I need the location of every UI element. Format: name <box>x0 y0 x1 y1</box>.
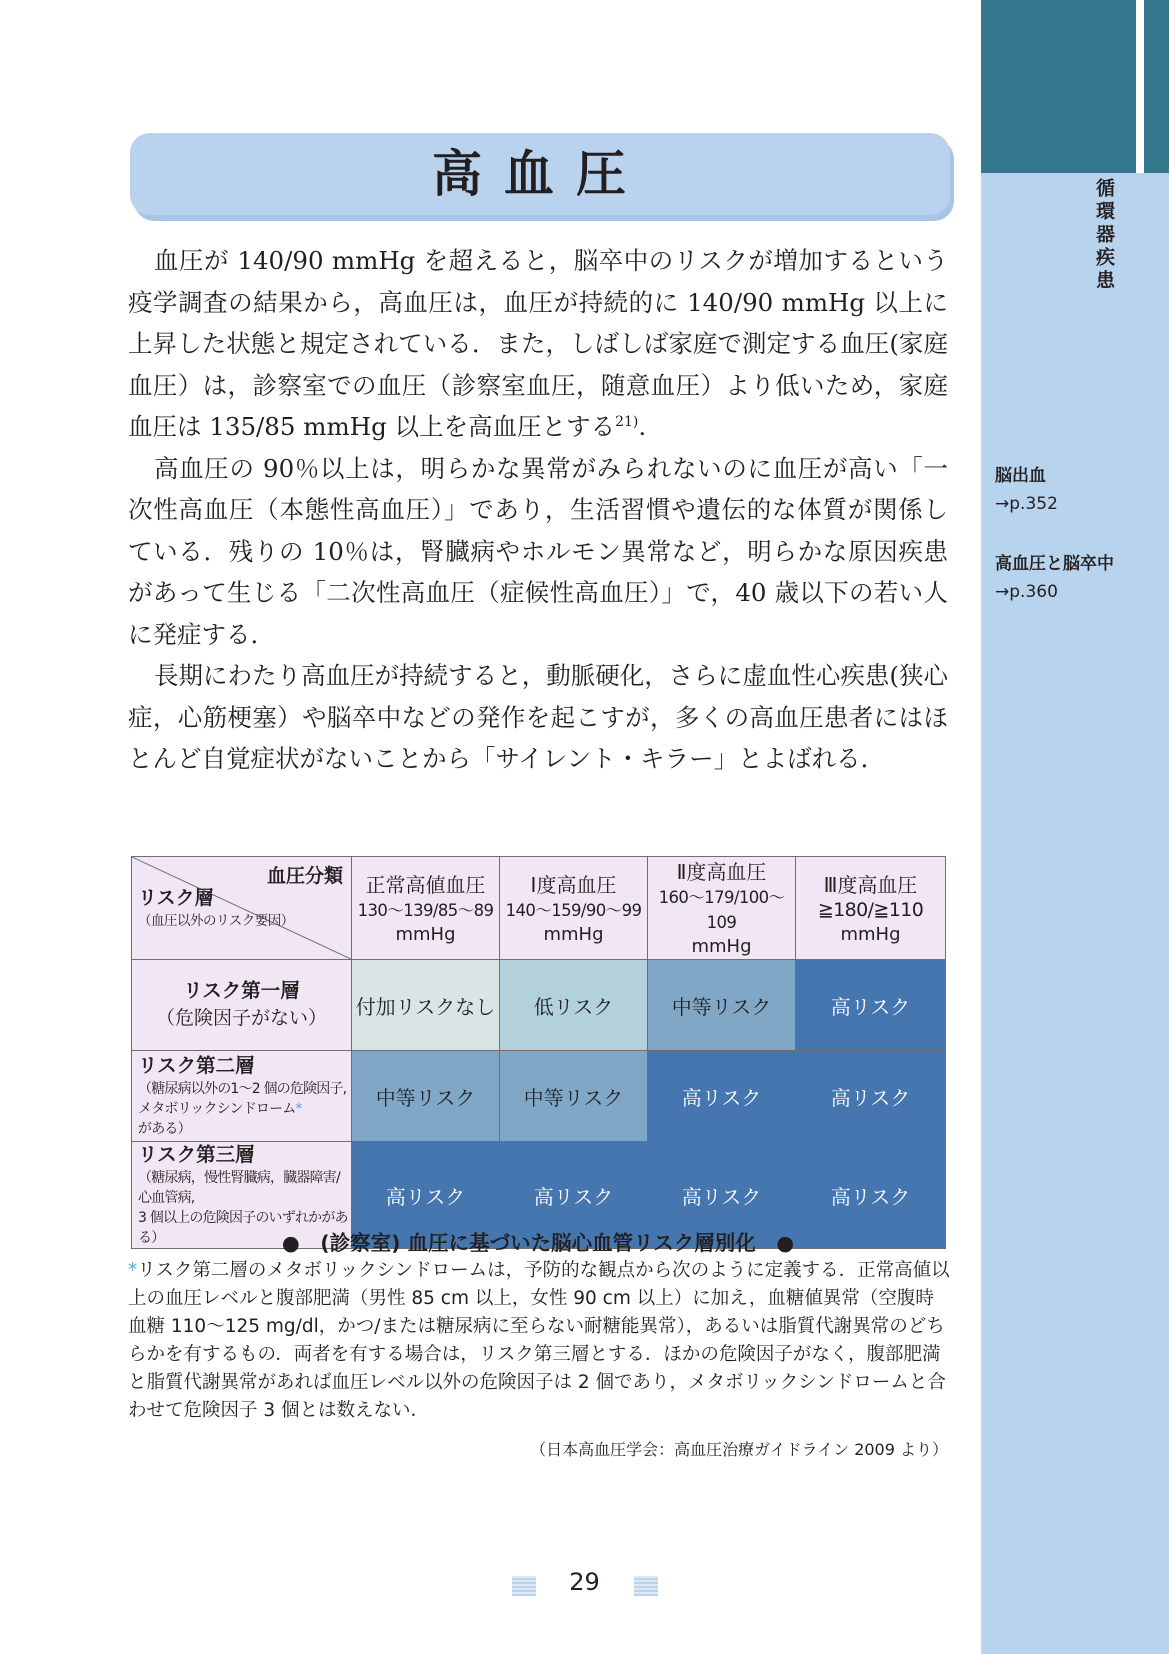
risk-cell: 中等リスク <box>648 960 796 1051</box>
risk-table <box>131 856 946 1249</box>
risk-cell: 高リスク <box>796 960 946 1051</box>
cross-reference <box>995 550 1114 606</box>
risk-cell: 高リスク <box>796 1051 946 1142</box>
asterisk-mark: * <box>295 1101 302 1117</box>
row-subtitle-2: 3 個以上の危険因子のいずれかがある） <box>138 1210 348 1246</box>
risk-cell: 中等リスク <box>500 1051 648 1142</box>
column-header <box>500 857 648 960</box>
row-title: リスク第一層 <box>183 979 300 1002</box>
row-header <box>132 1051 352 1142</box>
risk-cell: 高リスク <box>796 1142 946 1249</box>
table-note <box>128 1257 950 1425</box>
asterisk-mark: * <box>128 1260 138 1281</box>
row-header <box>132 960 352 1051</box>
source-citation: （日本高血圧学会：高血圧治療ガイドライン 2009 より） <box>530 1440 948 1459</box>
column-unit: mmHg <box>840 923 901 945</box>
row-subtitle-text: がある） <box>138 1121 191 1137</box>
corner-column-label: 血圧分類 <box>266 865 343 887</box>
paragraph: 高血圧の 90％以上は，明らかな異常がみられないのに血圧が高い「一次性高血圧（本態性高血圧）」であり，生活習慣や遺伝的な体質が関係している．残りの 10％は，腎臓病やホルモン異常など，明らかな原因疾患があって生じる「二次性高血圧（症候性高血圧）」で，40 歳以下の若い人に発症する． <box>128 453 948 649</box>
risk-cell: 高リスク <box>500 1142 648 1249</box>
table-corner-header <box>132 857 352 960</box>
page-number-ornament <box>634 1576 658 1596</box>
row-subtitle: （危険因子がない） <box>155 1007 327 1029</box>
section-label: 循環器疾患 <box>1093 178 1115 293</box>
cross-reference-page: →p.360 <box>995 582 1058 602</box>
cross-reference <box>995 462 1058 518</box>
risk-cell: 付加リスクなし <box>352 960 500 1051</box>
cross-reference-page: →p.352 <box>995 494 1058 514</box>
row-subtitle: （糖尿病以外の1～2 個の危険因子, <box>138 1081 347 1097</box>
corner-row-sublabel: （血圧以外のリスク要因） <box>138 913 294 929</box>
citation-ref: 21) <box>615 414 639 430</box>
sidebar-stripe <box>1136 0 1144 173</box>
column-header <box>648 857 796 960</box>
column-unit: mmHg <box>691 936 752 957</box>
cross-reference-term: 脳出血 <box>995 466 1046 486</box>
column-name: Ⅰ度高血圧 <box>530 872 617 897</box>
risk-cell: 高リスク <box>352 1142 500 1249</box>
risk-cell: 中等リスク <box>352 1051 500 1142</box>
column-unit: mmHg <box>543 923 604 945</box>
column-name: 正常高値血圧 <box>365 872 486 897</box>
note-text: リスク第二層のメタボリックシンドロームは，予防的な観点から次のように定義する．正常高値以上の血圧レベルと腹部肥満（男性 85 cm 以上，女性 90 cm 以上）に加え，血糖値異常（空腹時血糖 110～125 mg/dl，かつ/または糖尿病に至らない耐糖能異常），あるいは脂質代謝異常のどちらかを有するもの．両者を有する場合は，リスク第三層とする．ほかの危険因子がなく，腹部肥満と脂質代謝異常があれば血圧レベル以外の危険因子は 2 個であり，メタボリックシンドロームと合わせて危険因子 3 個とは数えない． <box>128 1260 950 1421</box>
paragraph-text: 血圧が 140/90 mmHg を超えると，脳卒中のリスクが増加するという疫学調査の結果から，高血圧は，血圧が持続的に 140/90 mmHg 以上に上昇した状態と規定されている．また，しばしば家庭で測定する血圧(家庭血圧）は，診察室での血圧（診察室血圧，随意血圧）より低いため，家庭血圧は 135/85 mmHg 以上を高血圧とする <box>128 246 948 441</box>
row-title: リスク第三層 <box>138 1143 255 1166</box>
column-header <box>796 857 946 960</box>
column-range: 140～159/90～99 <box>505 900 642 920</box>
body-text <box>128 240 948 780</box>
column-unit: mmHg <box>395 923 456 945</box>
paragraph: 長期にわたり高血圧が持続すると，動脈硬化，さらに虚血性心疾患(狭心症，心筋梗塞）や脳卒中などの発作を起こすが，多くの高血圧患者にはほとんど自覚症状がないことから「サイレント・キラー」とよばれる． <box>128 661 948 773</box>
column-range: 130～139/85～89 <box>357 900 494 920</box>
risk-cell: 低リスク <box>500 960 648 1051</box>
column-name: Ⅱ度高血圧 <box>676 860 767 884</box>
row-subtitle-text: メタボリックシンドローム <box>138 1101 296 1117</box>
paragraph <box>128 240 948 448</box>
sidebar-band <box>981 0 1169 1654</box>
corner-row-label: リスク層 <box>138 887 214 909</box>
column-name: Ⅲ度高血圧 <box>823 872 918 897</box>
row-subtitle: （糖尿病，慢性腎臓病，臓器障害/心血管病, <box>138 1170 340 1206</box>
page-number: 29 <box>569 1568 600 1596</box>
row-subtitle-2 <box>138 1099 351 1139</box>
table-caption: ● (診察室) 血圧に基づいた脳心血管リスク層別化 ● <box>281 1231 795 1255</box>
paragraph-end: . <box>638 412 647 441</box>
column-header <box>352 857 500 960</box>
risk-cell: 高リスク <box>648 1051 796 1142</box>
cross-reference-term: 高血圧と脳卒中 <box>995 554 1114 574</box>
risk-cell: 高リスク <box>648 1142 796 1249</box>
page-title: 高血圧 <box>432 145 648 203</box>
column-range: ≧180/≧110 <box>817 898 924 921</box>
row-title: リスク第二層 <box>138 1054 255 1077</box>
column-range: 160～179/100～109 <box>658 888 785 932</box>
